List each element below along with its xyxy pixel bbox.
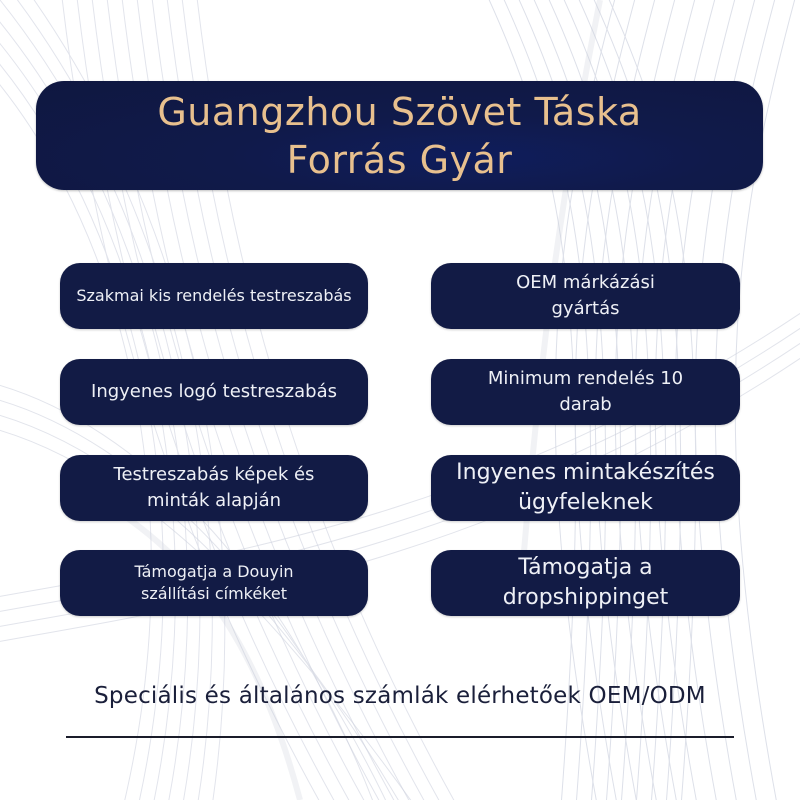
feature-free-logo: [60, 359, 368, 425]
feature-label-line-2: darab: [559, 394, 612, 415]
feature-label-line-1: Minimum rendelés 10: [487, 368, 684, 389]
feature-label-line-2: dropshippinget: [502, 585, 669, 610]
feature-label-line-1: OEM márkázási: [516, 272, 655, 293]
footer-invoice-note: Speciális és általános számlák elérhetőek OEM/ODM: [94, 683, 706, 709]
title-banner: [36, 81, 763, 190]
title-line-1: Guangzhou Szövet Táska: [157, 89, 642, 134]
feature-label-line-2: ügyfeleknek: [518, 490, 653, 515]
feature-label-line-1: Támogatja a: [518, 555, 653, 580]
feature-label: Ingyenes logó testreszabás: [91, 381, 337, 402]
feature-label-line-2: minták alapján: [146, 490, 282, 511]
feature-custom-from-images: [60, 455, 368, 521]
feature-label-line-2: szállítási címkéket: [141, 584, 287, 603]
feature-label-line-1: Testreszabás képek és: [113, 464, 315, 485]
footer-divider: [66, 736, 734, 738]
feature-label-line-1: Támogatja a Douyin: [134, 562, 294, 581]
feature-label: Szakmai kis rendelés testreszabás: [76, 286, 352, 305]
title-line-2: Forrás Gyár: [286, 137, 513, 182]
feature-small-order-customization: [60, 263, 368, 329]
feature-minimum-order: [431, 359, 740, 425]
feature-free-samples: [431, 455, 740, 521]
feature-douyin-labels: [60, 550, 368, 616]
feature-label-line-1: Ingyenes mintakészítés: [456, 460, 715, 485]
feature-dropshipping: [431, 550, 740, 616]
feature-label-line-2: gyártás: [551, 298, 620, 319]
feature-oem-branding: [431, 263, 740, 329]
